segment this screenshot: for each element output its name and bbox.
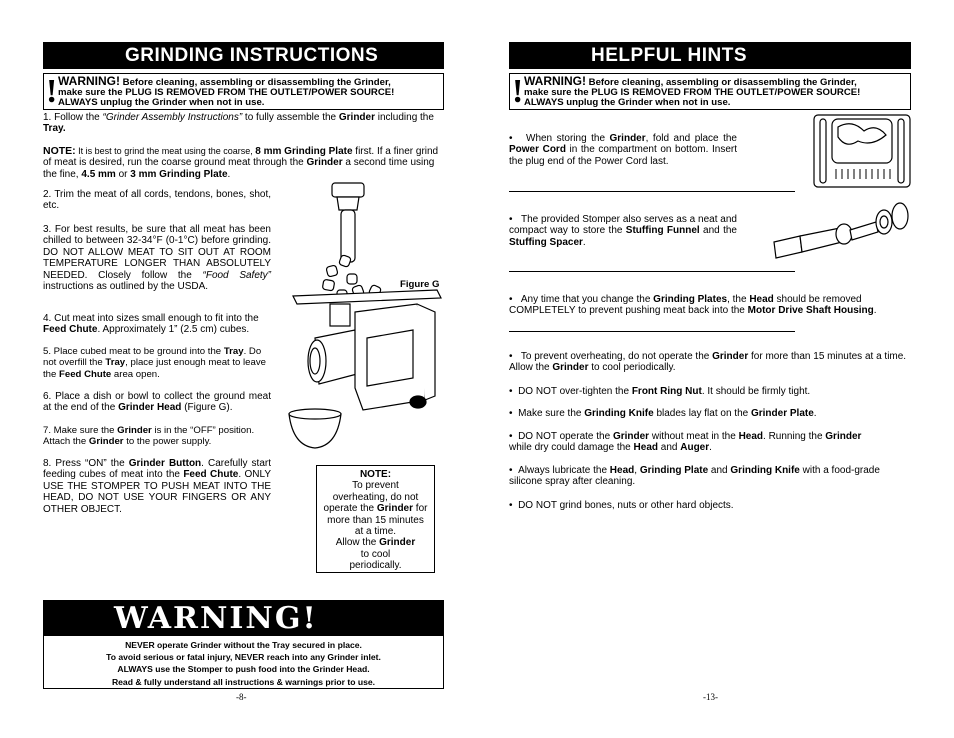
big-warning-line: ALWAYS use the Stomper to push food into the Grinder Head. <box>117 664 370 675</box>
right-section-title: HELPFUL HINTS <box>509 42 911 69</box>
step-7: 7. Make sure the Grinder is in the “OFF” position. Attach the Grinder to the power supply. <box>43 425 255 448</box>
warning-exclamation-icon: ! <box>46 73 58 110</box>
bullet: • <box>509 465 513 476</box>
step-4: 4. Cut meat into sizes small enough to fit into the Feed Chute. Approximately 1” (2.5 cm) cubes. <box>43 313 259 336</box>
warning-line-1: Before cleaning, assembling or disassembling the Grinder, <box>588 77 857 88</box>
step-1: 1. Follow the “Grinder Assembly Instructions” to fully assemble the Grinder including the Tray. <box>43 112 434 135</box>
note-box-line: periodically. <box>349 560 402 572</box>
left-warning-box <box>43 73 444 110</box>
bullet: • <box>509 431 513 442</box>
big-warning-line: Read & fully understand all instructions & warnings prior to use. <box>111 676 376 687</box>
right-page-number: -13- <box>703 692 718 702</box>
hint-hard-objects: • DO NOT grind bones, nuts or other hard objects. <box>509 500 734 511</box>
step-5: 5. Place cubed meat to be ground into the Tray. Do not overfill the Tray, place just enough meat to leave the Feed Chute area open. <box>43 346 266 380</box>
note-paragraph: NOTE: It is best to grind the meat using the coarse, 8 mm Grinding Plate first. If a finer grind of meat is desired, run the coarse ground meat through the Grinder a second time using the fine, 4.5 mm or 3 mm Grinding Plate. <box>43 145 439 180</box>
note-box-line: to cool <box>360 548 391 560</box>
bullet: • <box>509 408 513 419</box>
warning-label: WARNING! <box>58 74 120 88</box>
big-warning-box <box>43 600 444 689</box>
grinder-illustration <box>285 178 445 458</box>
grinder-bottom-compartment-illustration <box>812 113 912 189</box>
right-warning-box <box>509 73 911 110</box>
note-box <box>316 465 435 573</box>
step-2: 2. Trim the meat of all cords, tendons, bones, shot, etc. <box>43 189 271 212</box>
step-3: 3. For best results, be sure that all meat has been chilled to between 32-34°F (0-1°C) before grinding. DO NOT ALLOW MEAT TO SIT OUT AT ROOM TEMPERATURE LONGER THAN ABSOLUTELY NEEDED. Closely follow the “Food Safety” instructions as outlined by the USDA. <box>43 224 271 293</box>
hint-lubricate: • Always lubricate the Head, Grinding Plate and Grinding Knife with a food-grade silicone spray after cleaning. <box>509 465 880 488</box>
warning-line-1: Before cleaning, assembling or disassembling the Grinder, <box>122 77 391 88</box>
bullet: • <box>509 386 513 397</box>
warning-exclamation-icon: ! <box>512 73 524 110</box>
hint-overheating: • To prevent overheating, do not operate the Grinder for more than 15 minutes at a time. Allow the Grinder to cool periodically. <box>509 351 907 374</box>
note-box-line: To prevent <box>352 480 399 492</box>
hint-change-plates: • Any time that you change the Grinding Plates, the Head should be removed COMPLETELY to prevent pushing meat back into the Motor Drive Shaft Housing. <box>509 294 877 317</box>
figure-label: Figure G <box>400 279 440 290</box>
bullet: • <box>509 214 513 225</box>
note-box-label: NOTE: <box>359 469 392 480</box>
big-warning-line: NEVER operate Grinder without the Tray secured in place. <box>125 640 362 650</box>
bullet: • <box>509 500 513 511</box>
divider <box>509 331 795 332</box>
note-box-line: at a time. <box>354 526 397 538</box>
hint-ring-nut: • DO NOT over-tighten the Front Ring Nut. It should be firmly tight. <box>509 386 811 397</box>
note-box-line: more than 15 minutes <box>327 514 424 526</box>
hint-dry-run: • DO NOT operate the Grinder without meat in the Head. Running the Grinder while dry could damage the Head and Auger. <box>509 431 862 454</box>
left-section-title: GRINDING INSTRUCTIONS <box>43 42 444 69</box>
divider <box>509 191 795 192</box>
left-page-number: -8- <box>236 692 247 702</box>
note-box-line: Allow the Grinder <box>335 537 416 549</box>
note-box-line: operate the Grinder for <box>323 503 428 515</box>
step-8: 8. Press “ON” the Grinder Button. Carefully start feeding cubes of meat into the Feed Chute. ONLY USE THE STOMPER TO PUSH MEAT INTO THE HEAD, DO NOT USE YOUR FINGERS OR ANY OTHER OBJECT. <box>43 458 272 515</box>
warning-line-2: make sure the PLUG IS REMOVED FROM THE OUTLET/POWER SOURCE! <box>58 87 395 98</box>
note-box-line: overheating, do not <box>332 491 419 503</box>
bullet: • <box>509 351 513 362</box>
warning-line-2: make sure the PLUG IS REMOVED FROM THE OUTLET/POWER SOURCE! <box>524 87 861 98</box>
bullet: • <box>509 294 513 305</box>
warning-label: WARNING! <box>524 74 586 88</box>
bullet: • <box>509 133 513 144</box>
big-warning-line: To avoid serious or fatal injury, NEVER reach into any Grinder inlet. <box>106 652 381 663</box>
step-6: 6. Place a dish or bowl to collect the ground meat at the end of the Grinder Head (Figure G). <box>43 391 271 414</box>
hint-knife: • Make sure the Grinding Knife blades lay flat on the Grinder Plate. <box>509 408 817 419</box>
hint-storage: • When storing the Grinder, fold and place the Power Cord in the compartment on bottom. Insert the plug end of the Power Cord last. <box>509 133 737 167</box>
stomper-illustration <box>770 200 916 262</box>
divider <box>509 271 795 272</box>
big-warning-title: WARNING! <box>44 601 443 636</box>
warning-line-3: ALWAYS unplug the Grinder when not in use. <box>58 97 265 108</box>
warning-line-3: ALWAYS unplug the Grinder when not in use. <box>524 97 731 108</box>
hint-stomper: • The provided Stomper also serves as a neat and compact way to store the Stuffing Funnel and the Stuffing Spacer. <box>509 214 737 248</box>
